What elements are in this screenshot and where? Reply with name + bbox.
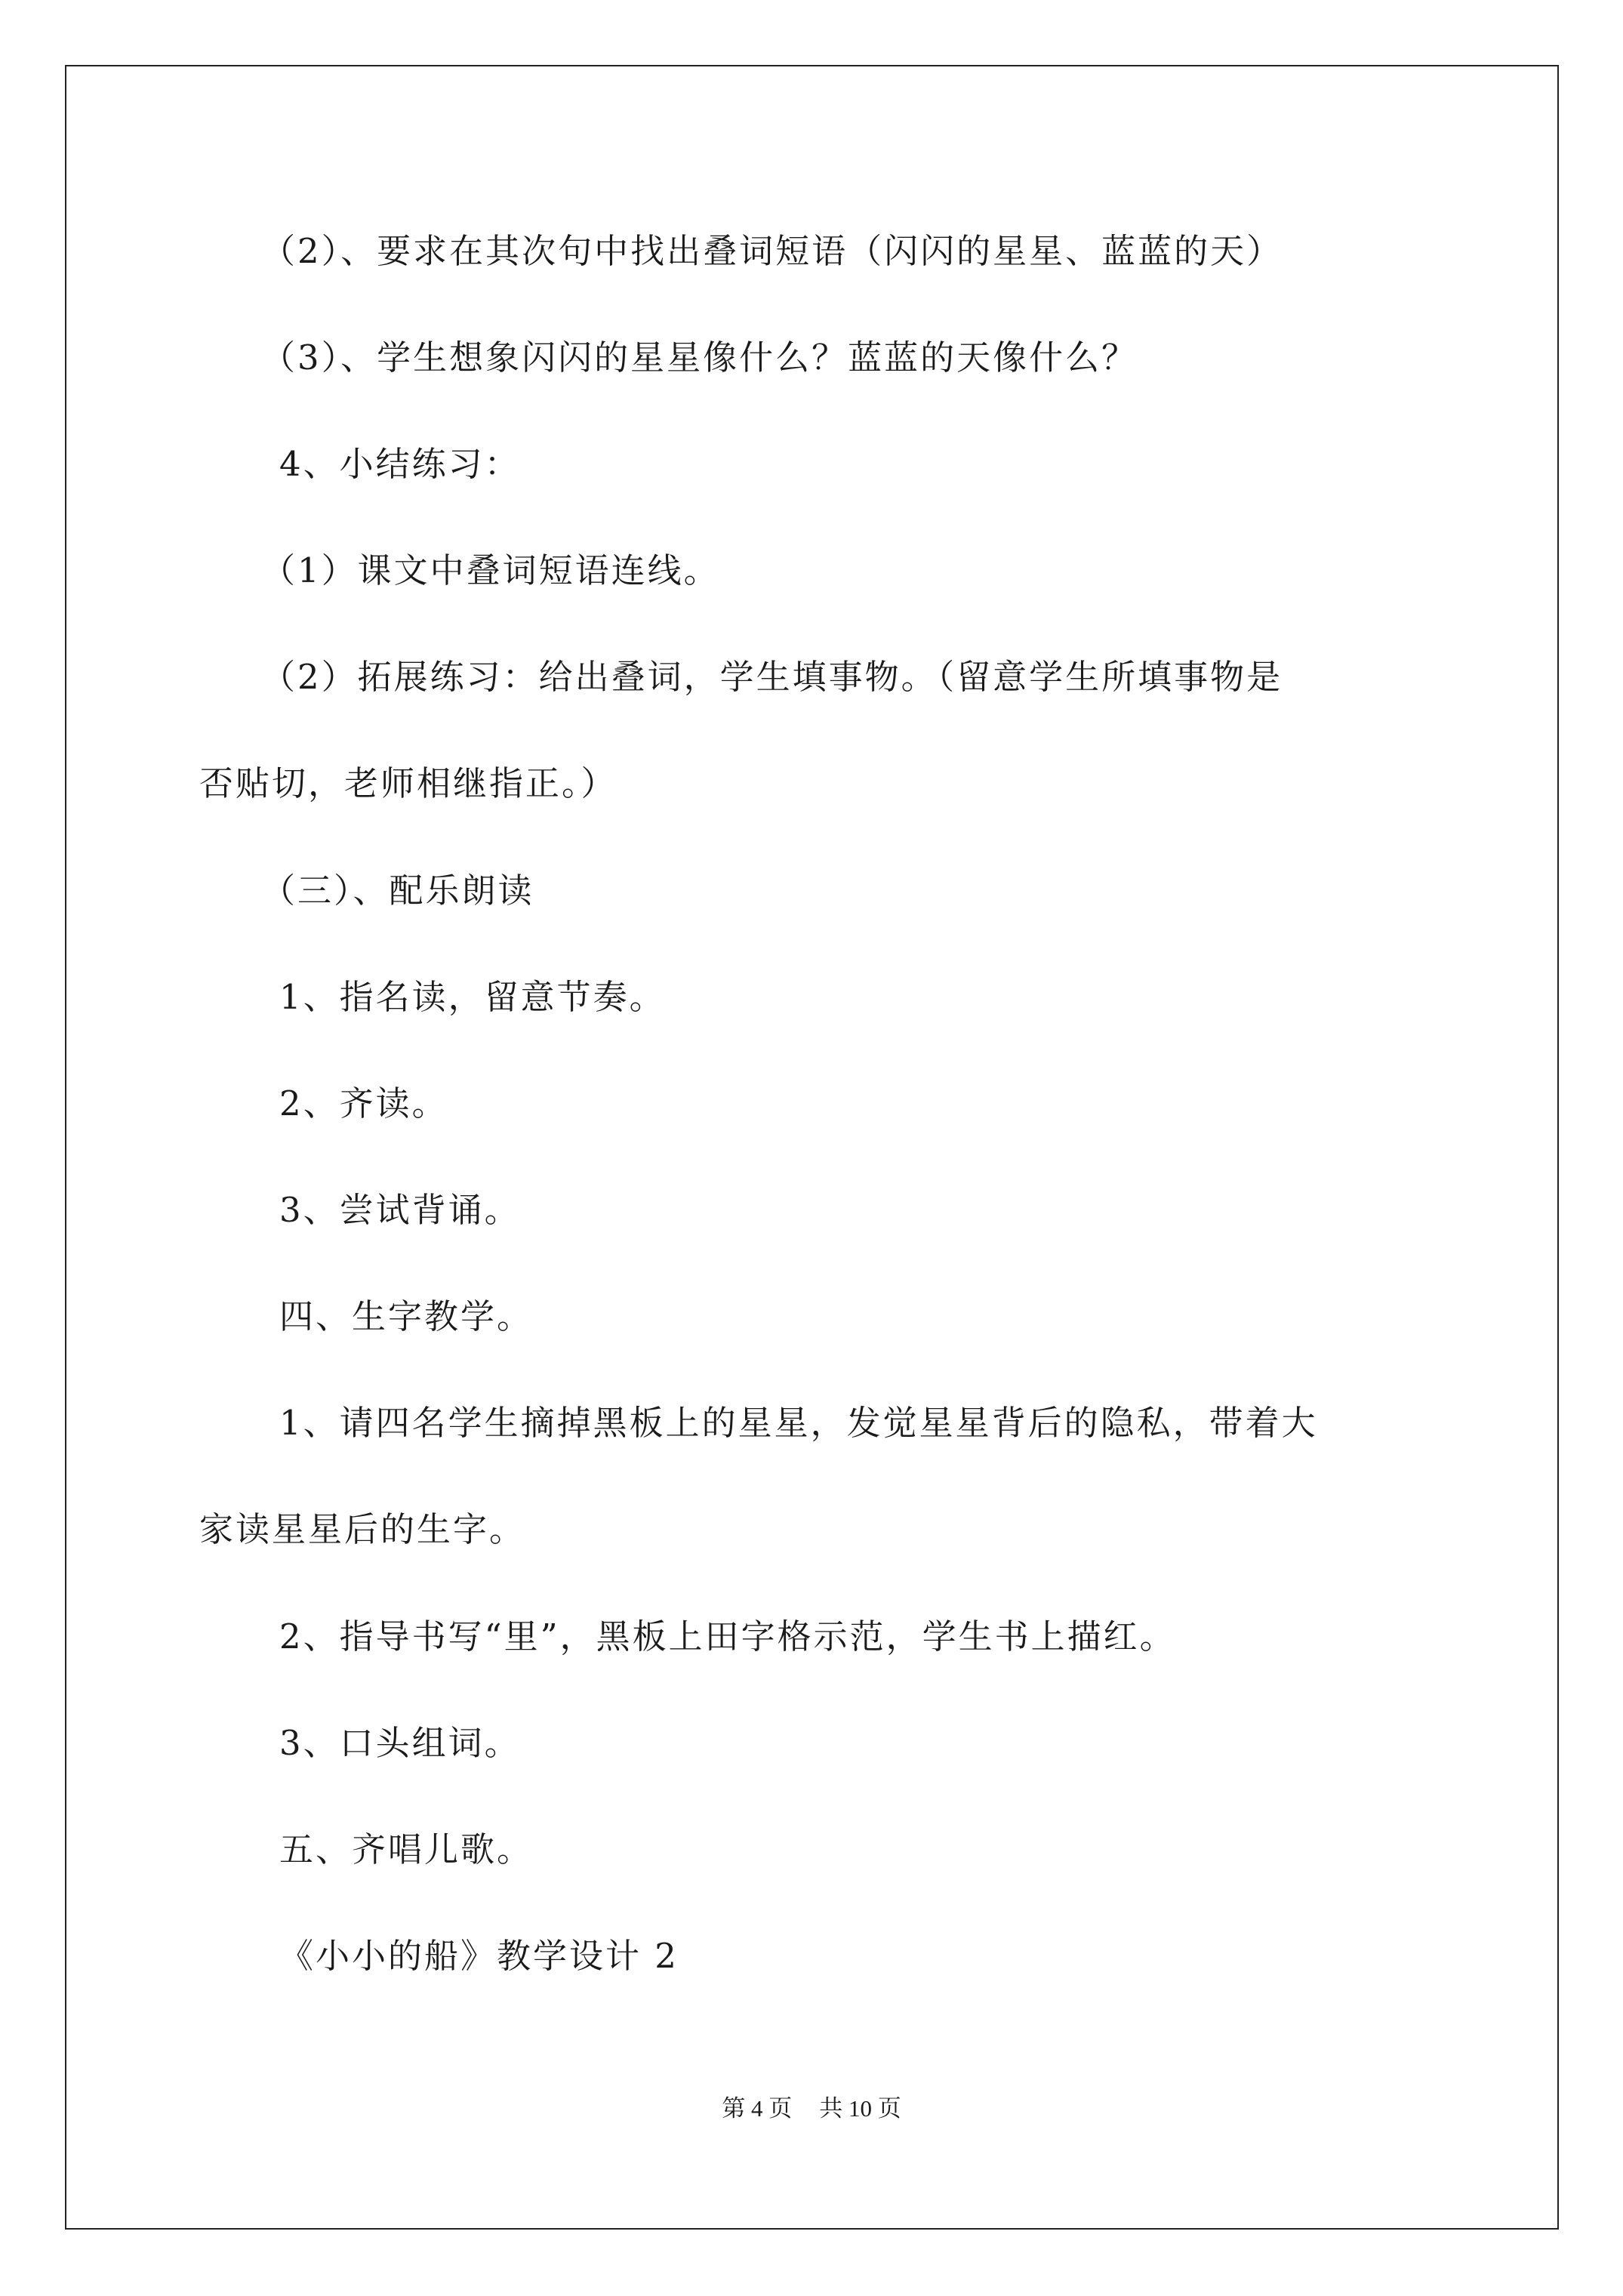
page-total: 共 10 页	[819, 2095, 901, 2122]
text-line: 2、指导书写“里”，黑板上田字格示范，学生书上描红。	[279, 1616, 1176, 1657]
page-border	[65, 65, 1559, 2230]
text-line: （3）、学生想象闪闪的星星像什么？蓝蓝的天像什么？	[261, 337, 1138, 378]
text-line: 3、口头组词。	[279, 1723, 521, 1763]
page-footer	[0, 2094, 1623, 2124]
page-number: 第 4 页	[722, 2095, 793, 2122]
text-line: 四、生字教学。	[279, 1296, 534, 1336]
text-line: （2）拓展练习：给出叠词，学生填事物。（留意学生所填事物是	[261, 657, 1283, 697]
text-line: 4、小结练习：	[279, 444, 521, 484]
text-line: 否贴切，老师相继指正。）	[199, 763, 617, 803]
text-line: 1、请四名学生摘掉黑板上的星星，发觉星星背后的隐私，带着大	[279, 1403, 1318, 1443]
text-line: （三）、配乐朗读	[261, 871, 534, 911]
text-line: 2、齐读。	[279, 1083, 448, 1123]
section-heading: 《小小的船》教学设计 2	[279, 1936, 679, 1976]
text-line: 家读星星后的生字。	[199, 1509, 526, 1549]
text-line: （1）课文中叠词短语连线。	[261, 550, 720, 590]
text-line: （2）、要求在其次句中找出叠词短语（闪闪的星星、蓝蓝的天）	[261, 231, 1283, 271]
text-line: 1、指名读，留意节奏。	[279, 977, 666, 1017]
text-line: 3、尝试背诵。	[279, 1190, 521, 1230]
text-line: 五、齐唱儿歌。	[279, 1829, 534, 1869]
